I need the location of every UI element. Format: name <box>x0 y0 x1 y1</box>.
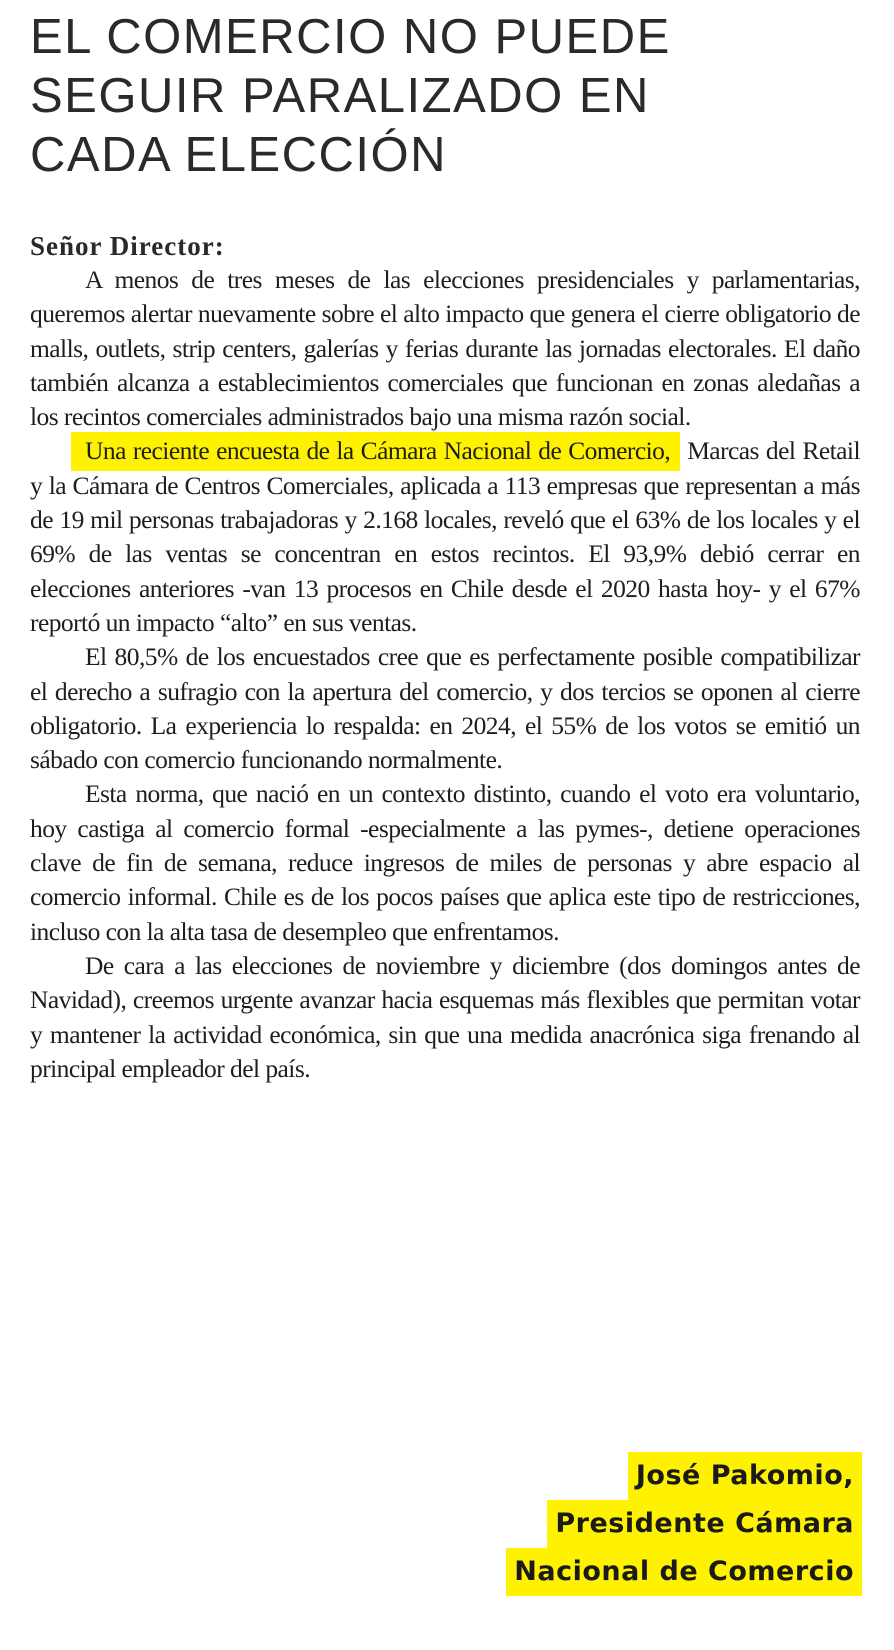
paragraph-2 <box>30 434 860 640</box>
signature-title-line-1: Presidente Cámara <box>547 1500 862 1548</box>
paragraph-4: Esta norma, que nació en un contexto distinto, cuando el voto era voluntario, hoy castiga al comercio formal -especialmente a las pymes-, detiene operaciones clave de fin de semana, reduce ingresos de miles de personas y abre espacio al comercio informal. Chile es de los pocos países que aplica este tipo de restricciones, incluso con la alta tasa de desempleo que enfrentamos. <box>30 779 860 946</box>
signature-block <box>506 1452 862 1596</box>
highlighted-text: Una reciente encuesta de la Cámara Nacional de Comercio, <box>71 432 680 471</box>
letter-page <box>30 0 860 1086</box>
signature-title-line-2: Nacional de Comercio <box>506 1548 862 1596</box>
paragraph-2-body: Marcas del Retail y la Cámara de Centros Comerciales, aplicada a 113 empresas que representan a más de 19 mil personas trabajadoras y 2.168 locales, reveló que el 63% de los locales y el 69% de las ventas se concentran en estos recintos. El 93,9% debió cerrar en elecciones anteriores -van 13 procesos en Chile desde el 2020 hasta hoy- y el 67% reportó un impacto “alto” en sus ventas. <box>30 436 860 637</box>
salutation: Señor Director: <box>30 231 225 261</box>
headline-line-1: EL COMERCIO NO PUEDE <box>30 10 671 64</box>
paragraph-3: El 80,5% de los encuestados cree que es perfectamente posible compatibilizar el derecho a sufragio con la apertura del comercio, y dos tercios se oponen al cierre obligatorio. La experiencia lo respalda: en 2024, el 55% de los votos se emitió un sábado con comercio funcionando normalmente. <box>30 642 860 775</box>
headline <box>30 0 860 185</box>
signature-name: José Pakomio, <box>628 1452 862 1500</box>
headline-line-3: CADA ELECCIÓN <box>30 128 448 182</box>
headline-line-2: SEGUIR PARALIZADO EN <box>30 69 650 123</box>
paragraph-1: A menos de tres meses de las elecciones presidenciales y parlamentarias, queremos alertar nuevamente sobre el alto impacto que genera el cierre obligatorio de malls, outlets, strip centers, galerías y ferias durante las jornadas electorales. El daño también alcanza a establecimientos comerciales que funcionan en zonas aledañas a los recintos comerciales administrados bajo una misma razón social. <box>30 265 860 432</box>
paragraph-5: De cara a las elecciones de noviembre y diciembre (dos domingos antes de Navidad), creemos urgente avanzar hacia esquemas más flexibles que permitan votar y mantener la actividad económica, sin que una medida anacrónica siga frenando al principal empleador del país. <box>30 950 860 1083</box>
